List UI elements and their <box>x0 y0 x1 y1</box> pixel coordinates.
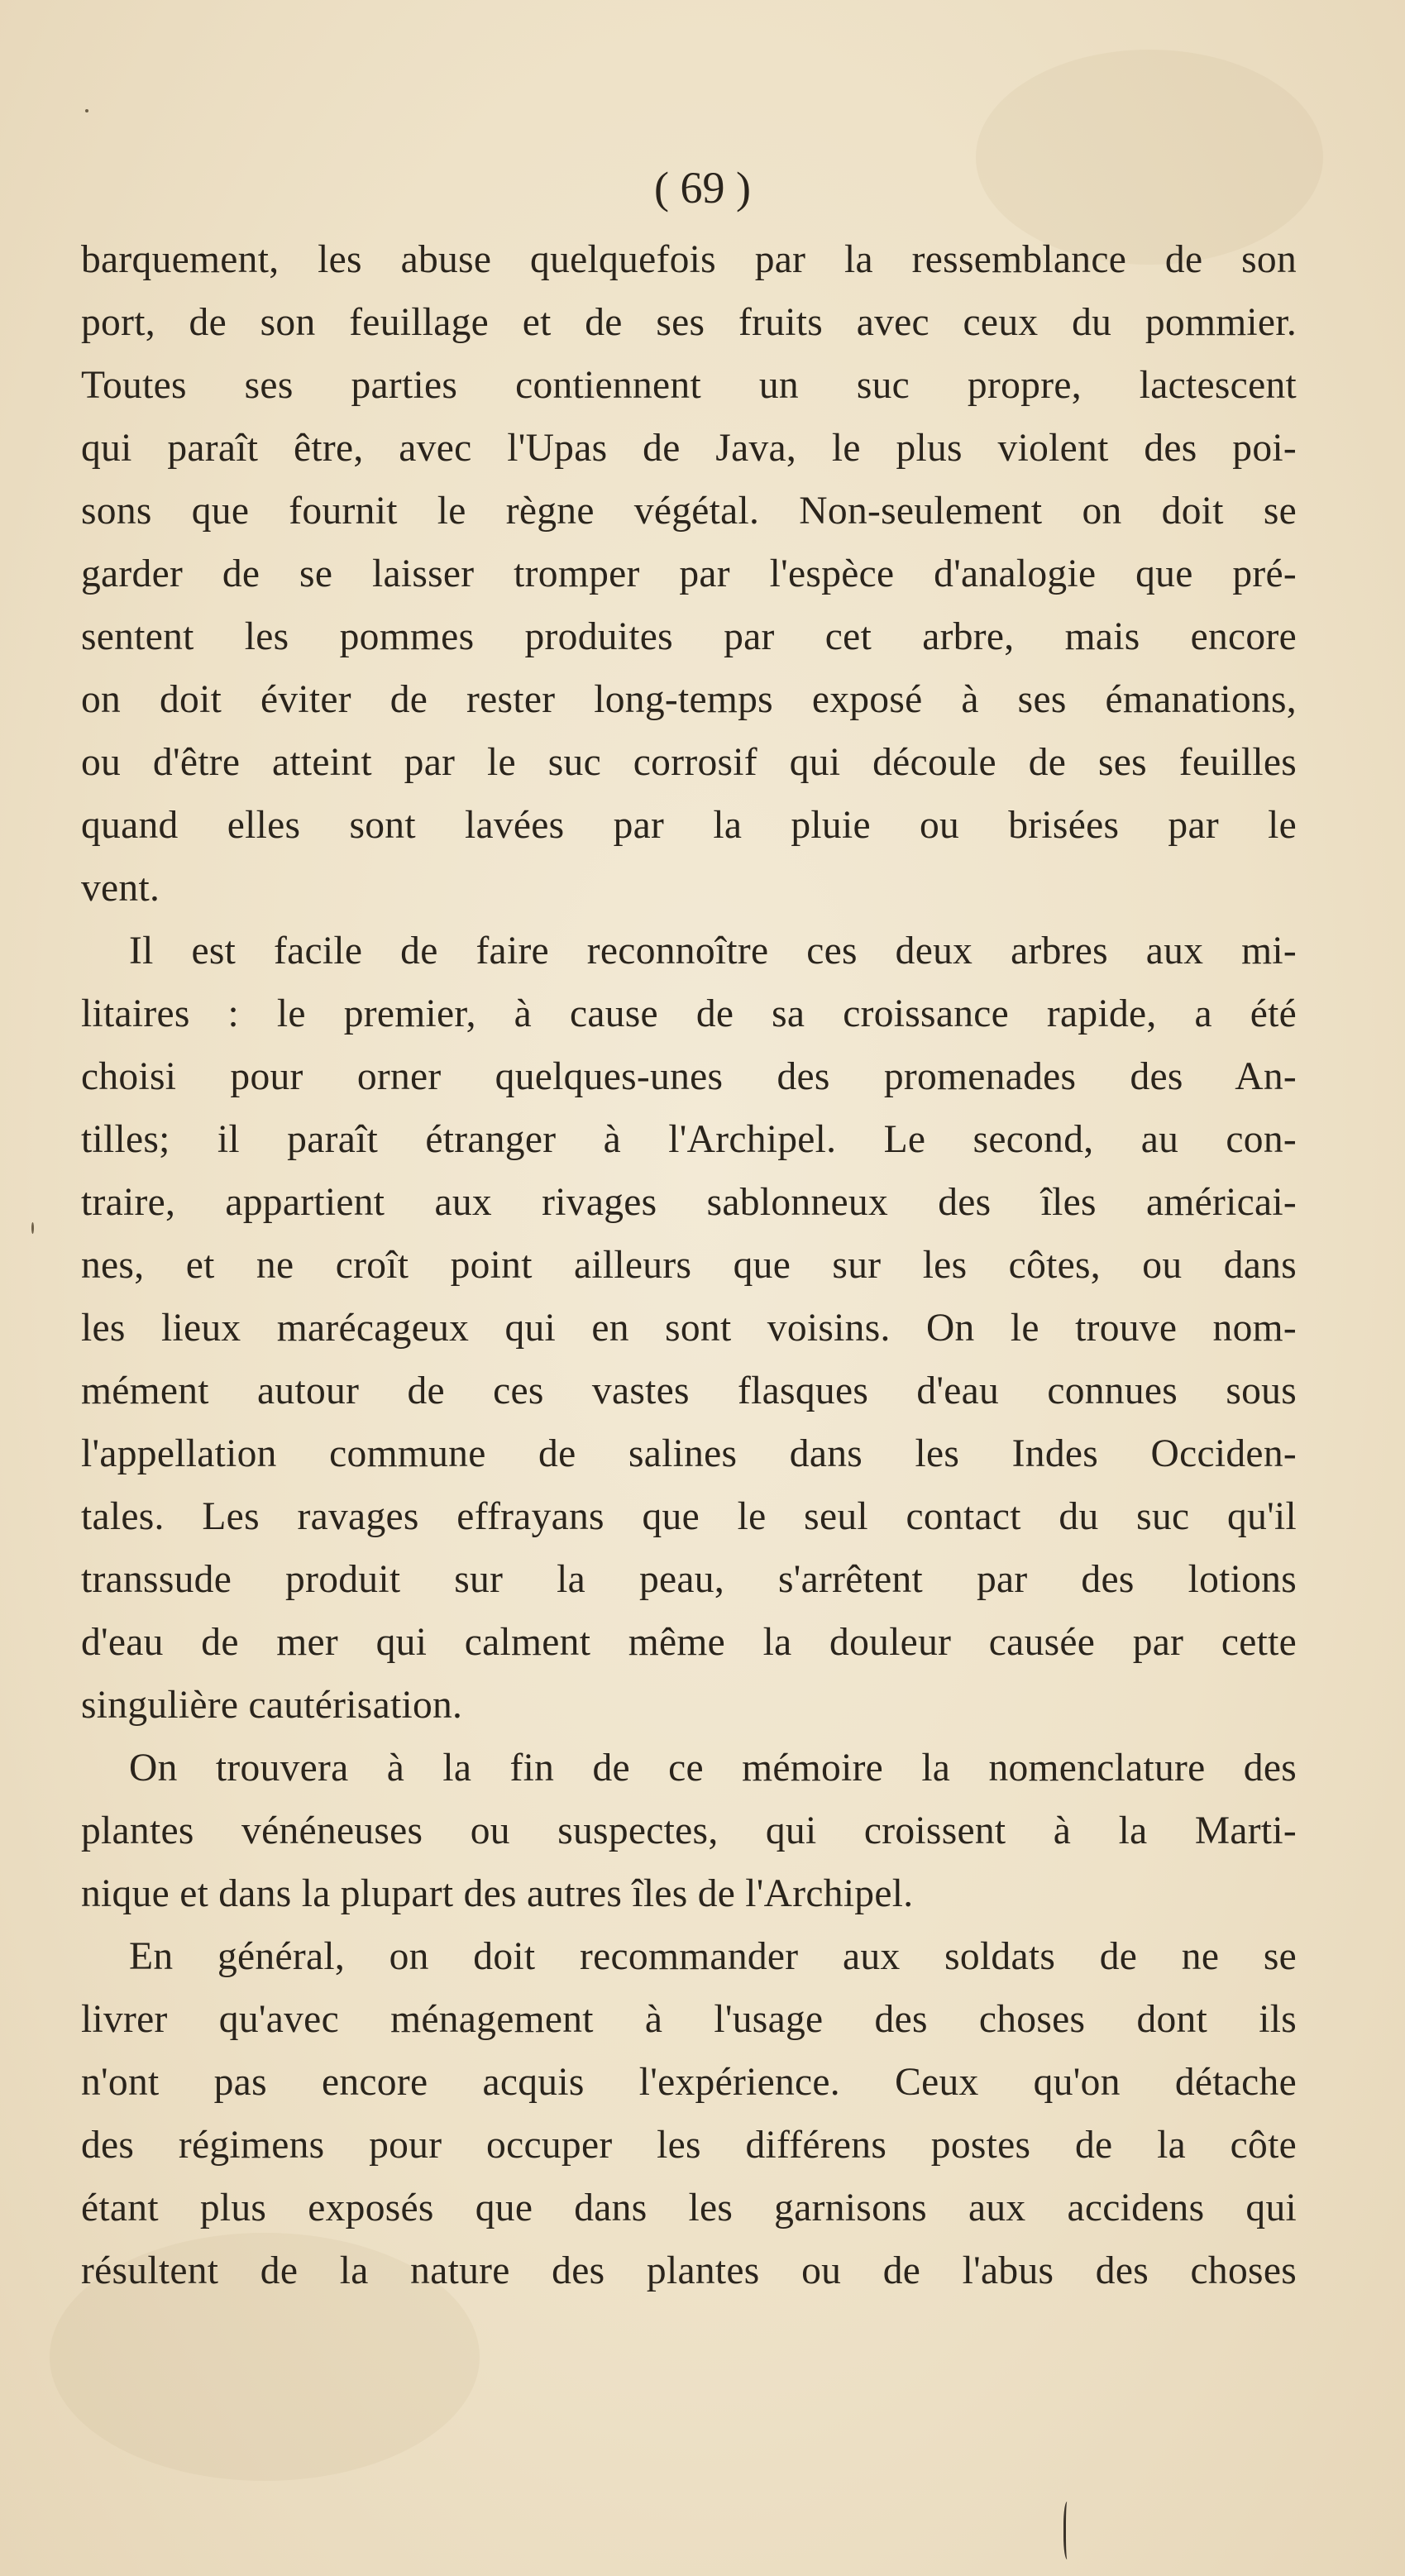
text-line: nique et dans la plupart des autres îles de l'Archipel. <box>81 1872 914 1915</box>
margin-pencil-mark <box>1063 2502 1073 2559</box>
text-line: singulière cautérisation. <box>81 1684 463 1727</box>
page-number: ( 69 ) <box>654 163 751 213</box>
text-line: étant plus exposés que dans les garnisons aux accidens qui <box>81 2186 1297 2230</box>
text-line: On trouvera à la fin de ce mémoire la nomenclature des <box>129 1747 1297 1790</box>
text-line: l'appellation commune de salines dans les Indes Occiden- <box>81 1432 1297 1475</box>
text-line: nes, et ne croît point ailleurs que sur les côtes, ou dans <box>81 1244 1297 1287</box>
text-line: livrer qu'avec ménagement à l'usage des choses dont ils <box>81 1998 1297 2041</box>
text-line: on doit éviter de rester long-temps exposé à ses émanations, <box>81 678 1297 721</box>
text-line: sons que fournit le règne végétal. Non-seulement on doit se <box>81 490 1297 533</box>
text-line: tales. Les ravages effrayans que le seul contact du suc qu'il <box>81 1495 1297 1538</box>
text-line: choisi pour orner quelques-unes des promenades des An- <box>81 1055 1297 1098</box>
text-line: transsude produit sur la peau, s'arrêtent par des lotions <box>81 1558 1297 1601</box>
text-line: vent. <box>81 867 160 910</box>
text-line: quand elles sont lavées par la pluie ou brisées par le <box>81 804 1297 847</box>
text-line: n'ont pas encore acquis l'expérience. Ceux qu'on détache <box>81 2061 1297 2104</box>
text-line: barquement, les abuse quelquefois par la ressemblance de son <box>81 238 1297 281</box>
text-line: plantes vénéneuses ou suspectes, qui croissent à la Marti- <box>81 1809 1297 1852</box>
text-line: litaires : le premier, à cause de sa croissance rapide, a été <box>81 992 1297 1035</box>
text-line: les lieux marécageux qui en sont voisins. On le trouve nom- <box>81 1307 1297 1350</box>
text-line: résultent de la nature des plantes ou de l'abus des choses <box>81 2249 1297 2292</box>
text-line: En général, on doit recommander aux soldats de ne se <box>129 1935 1297 1978</box>
text-line: Toutes ses parties contiennent un suc propre, lactescent <box>81 364 1297 407</box>
text-line: garder de se laisser tromper par l'espèce d'analogie que pré- <box>81 552 1297 595</box>
text-line: qui paraît être, avec l'Upas de Java, le plus violent des poi- <box>81 427 1297 470</box>
text-line: mément autour de ces vastes flasques d'eau connues sous <box>81 1369 1297 1412</box>
text-line: d'eau de mer qui calment même la douleur causée par cette <box>81 1621 1297 1664</box>
text-line: des régimens pour occuper les différens postes de la côte <box>81 2124 1297 2167</box>
body-text <box>81 228 1297 2302</box>
text-line: ou d'être atteint par le suc corrosif qui découle de ses feuilles <box>81 741 1297 784</box>
text-line: port, de son feuillage et de ses fruits avec ceux du pommier. <box>81 301 1297 344</box>
ink-speck <box>31 1222 34 1234</box>
text-line: Il est facile de faire reconnoître ces deux arbres aux mi- <box>129 930 1297 973</box>
ink-speck <box>85 109 88 112</box>
text-line: traire, appartient aux rivages sablonneux des îles américai- <box>81 1181 1297 1224</box>
text-line: tilles; il paraît étranger à l'Archipel. Le second, au con- <box>81 1118 1297 1161</box>
text-line: sentent les pommes produites par cet arbre, mais encore <box>81 615 1297 658</box>
